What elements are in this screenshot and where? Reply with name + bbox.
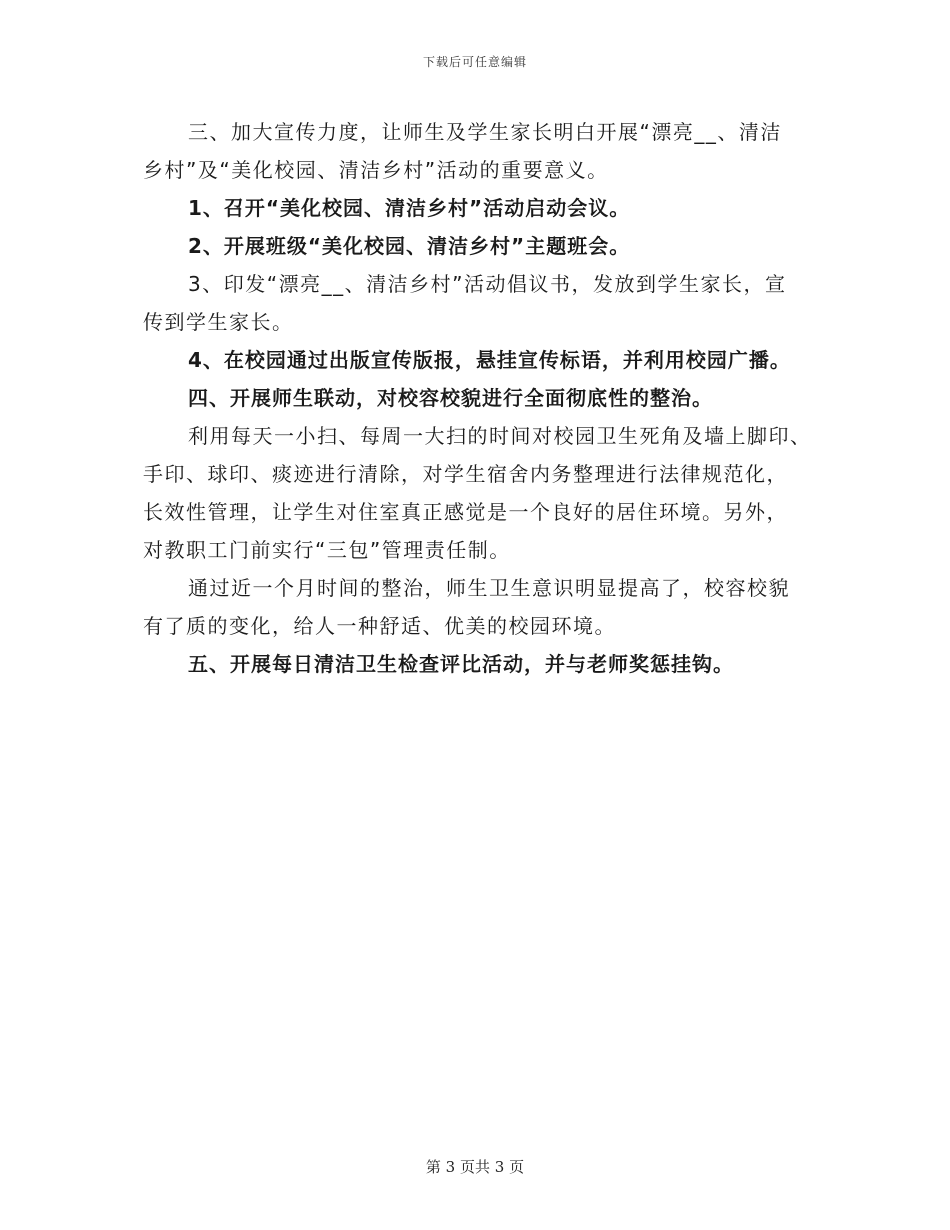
section3-heading-line1: 三、加大宣传力度，让师生及学生家长明白开展“漂亮__、清洁: [188, 120, 782, 144]
paragraph-result-line2: 有了质的变化，给人一种舒适、优美的校园环境。: [143, 614, 616, 638]
item-3: [143, 265, 811, 341]
section3-heading: [143, 113, 811, 189]
paragraph-daily-line4: 对教职工门前实行“三包”管理责任制。: [143, 538, 511, 562]
section3-heading-line2: 乡村”及“美化校园、清洁乡村”活动的重要意义。: [143, 158, 609, 182]
paragraph-daily-line1: 利用每天一小扫、每周一大扫的时间对校园卫生死角及墙上脚印、: [188, 424, 812, 448]
item-4: 4、在校园通过出版宣传版报，悬挂宣传标语，并利用校园广播。: [188, 348, 791, 372]
paragraph-result: [143, 569, 811, 645]
paragraph-daily-cleaning: [143, 417, 811, 569]
paragraph-daily-line2: 手印、球印、痰迹进行清除，对学生宿舍内务整理进行法律规范化，: [143, 462, 788, 486]
item-2: 2、开展班级“美化校园、清洁乡村”主题班会。: [188, 234, 631, 258]
item-3-line1: 3、印发“漂亮__、清洁乡村”活动倡议书，发放到学生家长，宣: [188, 272, 787, 296]
page-footer-number: 第 3 页共 3 页: [425, 1158, 525, 1176]
document-body: [143, 113, 811, 683]
section5-heading: 五、开展每日清洁卫生检查评比活动，并与老师奖惩挂钩。: [188, 652, 734, 676]
paragraph-result-line1: 通过近一个月时间的整治，师生卫生意识明显提高了，校容校貌: [188, 576, 790, 600]
item-3-line2: 传到学生家长。: [143, 310, 294, 334]
paragraph-daily-line3: 长效性管理，让学生对住室真正感觉是一个良好的居住环境。另外，: [143, 500, 788, 524]
section4-heading: 四、开展师生联动，对校容校貌进行全面彻底性的整治。: [188, 386, 713, 410]
page-header-note: 下载后可任意编辑: [422, 55, 527, 69]
item-1: 1、召开“美化校园、清洁乡村”活动启动会议。: [188, 196, 631, 220]
